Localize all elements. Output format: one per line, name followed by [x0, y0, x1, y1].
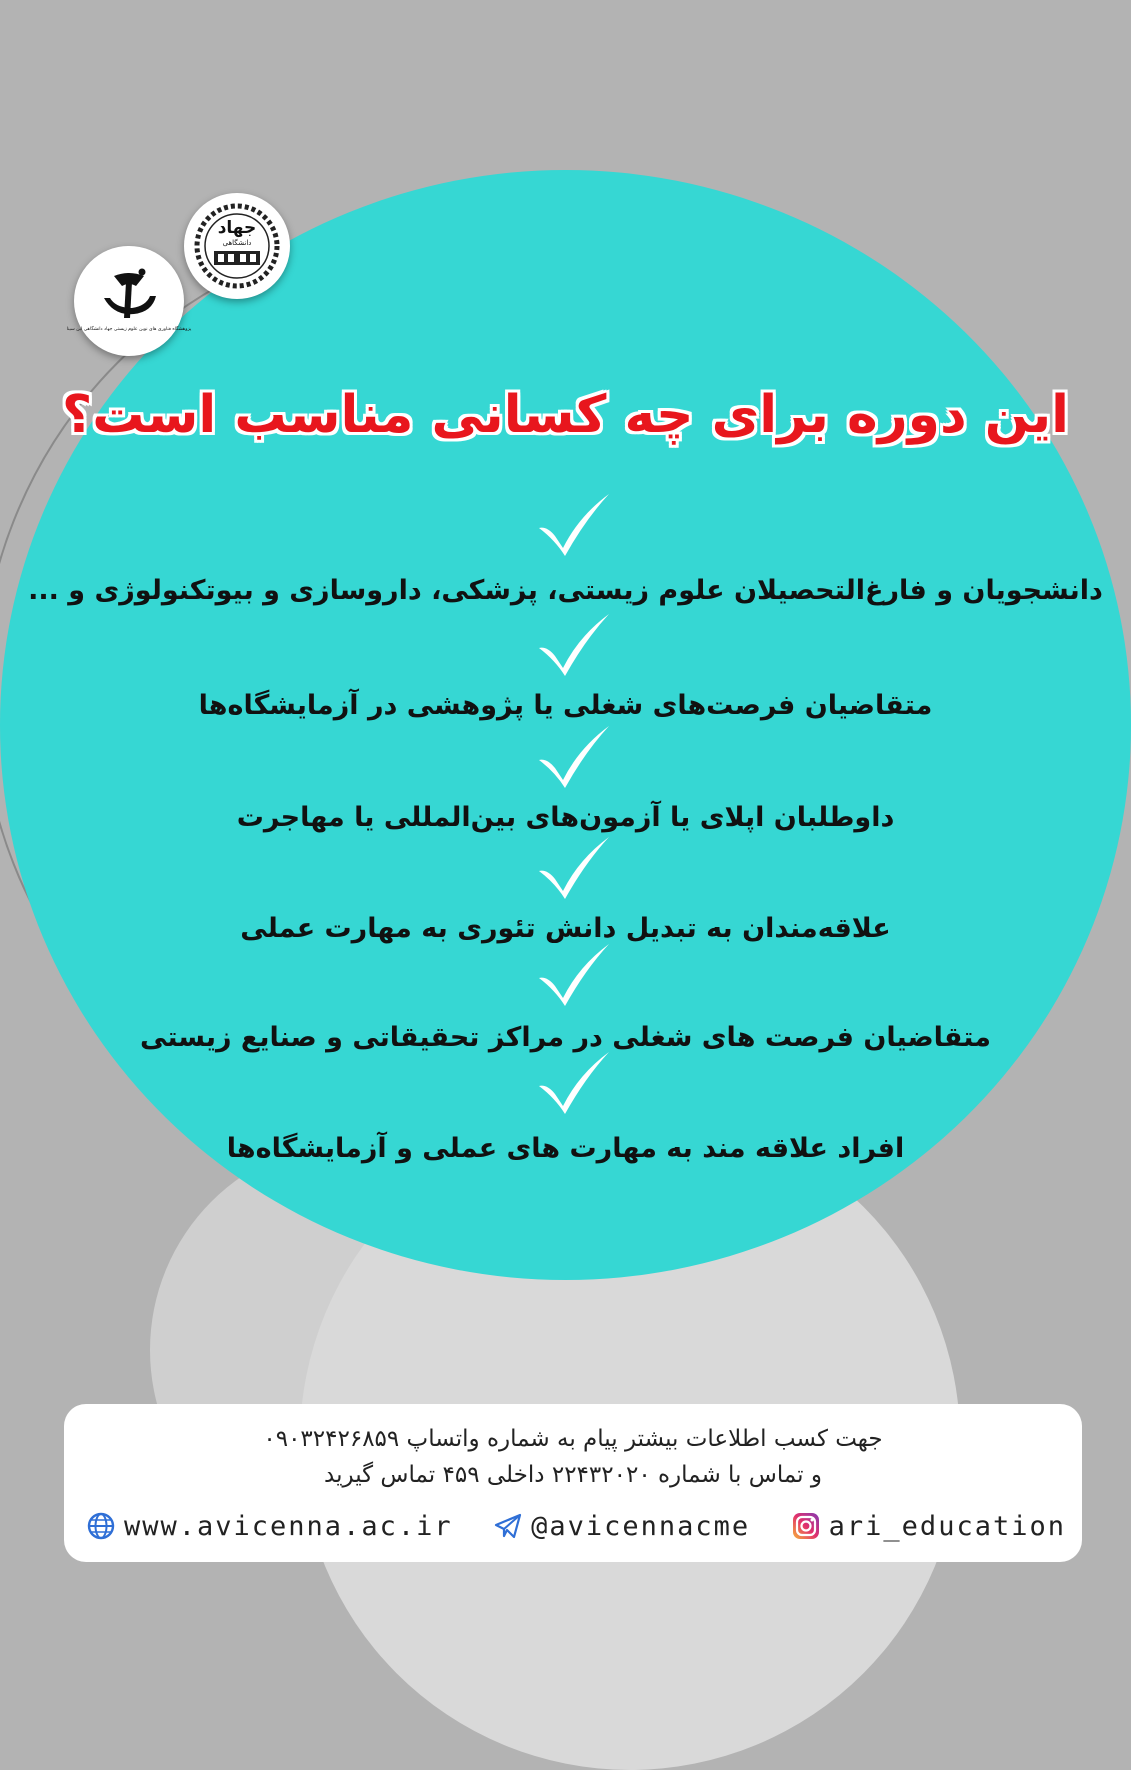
social-row [86, 1506, 1066, 1546]
globe-icon [86, 1511, 116, 1541]
ari-caption: پژوهشگاه فناوری های نوین علوم زیستی جهاد دانشگاهی ابن سینا [66, 327, 192, 332]
page-title: این دوره برای چه کسانی مناسب است؟ [62, 385, 1069, 445]
jahad-text: جهاد [217, 218, 257, 238]
audience-item: افراد علاقه مند به مهارت های عملی و آزمایشگاه‌ها [226, 1133, 905, 1164]
check-icon [535, 1048, 615, 1118]
check-icon [535, 833, 615, 903]
instagram-icon [791, 1511, 821, 1541]
website-text: www.avicenna.ac.ir [124, 1510, 453, 1542]
contact-line-whatsapp: جهت کسب اطلاعات بیشتر پیام به شماره واتساپ ۰۹۰۳۲۴۲۶۸۵۹ [263, 1426, 883, 1452]
audience-item: متقاضیان فرصت‌های شغلی یا پژوهشی در آزمایشگاه‌ها [198, 690, 933, 721]
contact-line-phone: و تماس با شماره ۲۲۴۳۲۰۲۰ داخلی ۴۵۹ تماس گیرید [324, 1462, 822, 1488]
instagram-link[interactable] [791, 1511, 1066, 1542]
jahad-emblem-icon [184, 193, 290, 299]
website-link[interactable] [86, 1511, 453, 1542]
ari-emblem-icon [66, 246, 192, 356]
telegram-icon [493, 1511, 523, 1541]
check-icon [535, 490, 615, 560]
jahad-subtext: دانشگاهی [222, 239, 252, 247]
check-icon [535, 610, 615, 680]
contact-box [64, 1404, 1082, 1562]
ari-logo [66, 246, 192, 356]
check-icon [535, 722, 615, 792]
audience-item: دانشجویان و فارغ‌التحصیلان علوم زیستی، پزشکی، داروسازی و بیوتکنولوژی و ... [28, 575, 1103, 606]
audience-item: متقاضیان فرصت های شغلی در مراکز تحقیقاتی و صنایع زیستی [140, 1022, 991, 1053]
check-icon [535, 940, 615, 1010]
instagram-text: ari_education [828, 1510, 1066, 1542]
telegram-link[interactable] [493, 1511, 750, 1542]
jahad-logo [184, 193, 290, 299]
audience-item: داوطلبان اپلای یا آزمون‌های بین‌المللی یا مهاجرت [236, 802, 895, 833]
audience-item: علاقه‌مندان به تبدیل دانش تئوری به مهارت عملی [240, 913, 891, 944]
telegram-text: @avicennacme [531, 1510, 751, 1542]
